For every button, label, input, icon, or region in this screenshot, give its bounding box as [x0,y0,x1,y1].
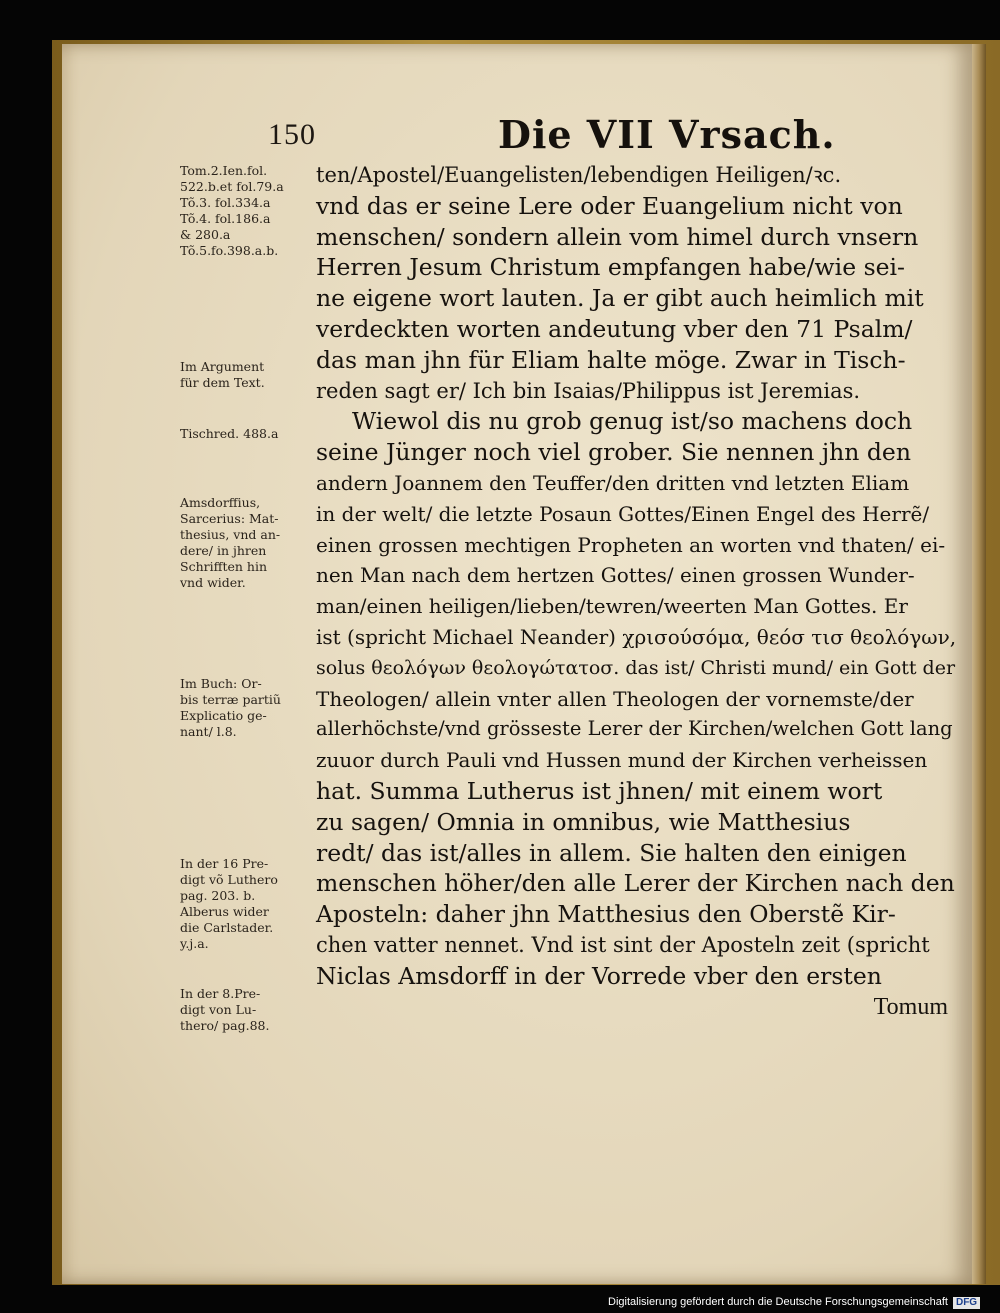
text-line: andern Joannem den Teuffer/den dritten vnd letzten Eliam [316,470,910,495]
text-line: menschen/ sondern allein vom himel durch vnsern [316,222,919,251]
text-line: nen Man nach dem hertzen Gottes/ einen grossen Wunder- [316,563,915,588]
margin-note-line: Tõ.5.fo.398.a.b. [180,243,279,258]
text-line: ist (spricht Michael Neander) χρισούσόμα, θεόσ τισ θεολόγων, [316,624,957,649]
margin-note-line: Explicatio ge- [180,708,267,723]
margin-note-line: Im Buch: Or- [180,676,262,691]
margin-note-4 [180,495,320,591]
running-head [0,112,1000,158]
margin-note-line: pag. 203. b. [180,888,256,903]
margin-note-line: für dem Text. [180,375,265,390]
margin-note-line: In der 8.Pre- [180,986,261,1001]
margin-note-line: Tischred. 488.a [180,426,279,441]
margin-note-line: & 280.a [180,227,231,242]
text-line: chen vatter nennet. Vnd ist sint der Aposteln zeit (spricht [316,932,930,957]
text-line: hat. Summa Lutherus ist jhnen/ mit einem wort [316,776,883,805]
page-number: 150 [268,118,316,151]
margin-note-line: Alberus wider [180,904,269,919]
text-line: ne eigene wort lauten. Ja er gibt auch heimlich mit [316,284,924,313]
text-line: solus θεολόγων θεολογώτατοσ. das ist/ Christi mund/ ein Gott der [316,656,956,679]
margin-note-line: dere/ in jhren [180,543,267,558]
text-line: Niclas Amsdorff in der Vorrede vber den ersten [316,961,882,990]
text-line: seine Jünger noch viel grober. Sie nennen jhn den [316,438,911,467]
margin-note-line: nant/ l.8. [180,724,237,739]
margin-note-2 [180,359,320,391]
margin-note-line: die Carlstader. [180,920,274,935]
text-line: Herren Jesum Christum empfangen habe/wie sei- [316,253,905,282]
margin-note-line: bis terræ partiũ [180,692,281,707]
text-line: redt/ das ist/alles in allem. Sie halten den einigen [316,838,907,867]
margin-note-1 [180,163,320,259]
text-line: zuuor durch Pauli vnd Hussen mund der Kirchen verheissen [316,748,928,773]
margin-note-line: Im Argument [180,359,265,374]
margin-note-7 [180,986,320,1034]
text-line: Aposteln: daher jhn Matthesius den Oberstẽ Kir- [316,900,896,929]
margin-note-3 [180,426,320,442]
text-line: reden sagt er/ Ich bin Isaias/Philippus ist Jeremias. [316,378,861,403]
text-line: das man jhn für Eliam halte möge. Zwar in Tisch- [316,345,906,374]
text-line: vnd das er seine Lere oder Euangelium nicht von [316,191,903,220]
margin-note-line: y.j.a. [180,936,209,951]
margin-note-line: vnd wider. [180,575,246,590]
text-line: Theologen/ allein vnter allen Theologen der vornemste/der [316,686,914,711]
text-line: in der welt/ die letzte Posaun Gottes/Einen Engel des Herrẽ/ [316,501,930,526]
text-line: einen grossen mechtigen Propheten an worten vnd thaten/ ei- [316,532,946,557]
margin-note-line: Tõ.4. fol.186.a [180,211,271,226]
margin-note-line: Tõ.3. fol.334.a [180,195,271,210]
margin-note-line: digt von Lu- [180,1002,257,1017]
text-line: man/einen heiligen/lieben/tewren/weerten Man Gottes. Er [316,594,908,619]
margin-note-line: Sarcerius: Mat- [180,511,279,526]
text-line: verdeckten worten andeutung vber den 71 Psalm/ [316,314,913,343]
page-fore-edge [972,44,986,1284]
text-line: Wiewol dis nu grob genug ist/so machens doch [352,407,913,436]
margin-note-line: Amsdorffius, [180,495,261,510]
margin-note-line: digt võ Luthero [180,872,278,887]
margin-note-line: Tom.2.Ien.fol. [180,163,268,178]
text-line: allerhöchste/vnd grösseste Lerer der Kirchen/welchen Gott lang [316,717,953,741]
margin-note-line: thesius, vnd an- [180,527,281,542]
dfg-logo: DFG [953,1297,980,1309]
text-line: zu sagen/ Omnia in omnibus, wie Matthesius [316,807,851,836]
catchword: Tomum [873,993,948,1020]
text-line: ten/Apostel/Euangelisten/lebendigen Heiligen/ꝛc. [316,163,842,187]
margin-note-6 [180,856,320,952]
running-title: Die VII Vrsach. [498,112,836,157]
margin-note-line: thero/ pag.88. [180,1018,270,1033]
margin-note-line: In der 16 Pre- [180,856,269,871]
credit-text: Digitalisierung gefördert durch die Deutsche Forschungsgemeinschaft [608,1296,948,1308]
margin-note-5 [180,676,320,740]
margin-note-line: 522.b.et fol.79.a [180,179,284,194]
body-text [316,160,966,1022]
digitization-credit [608,1296,980,1309]
text-line: menschen höher/den alle Lerer der Kirchen nach den [316,869,955,898]
margin-note-line: Schrifften hin [180,559,268,574]
